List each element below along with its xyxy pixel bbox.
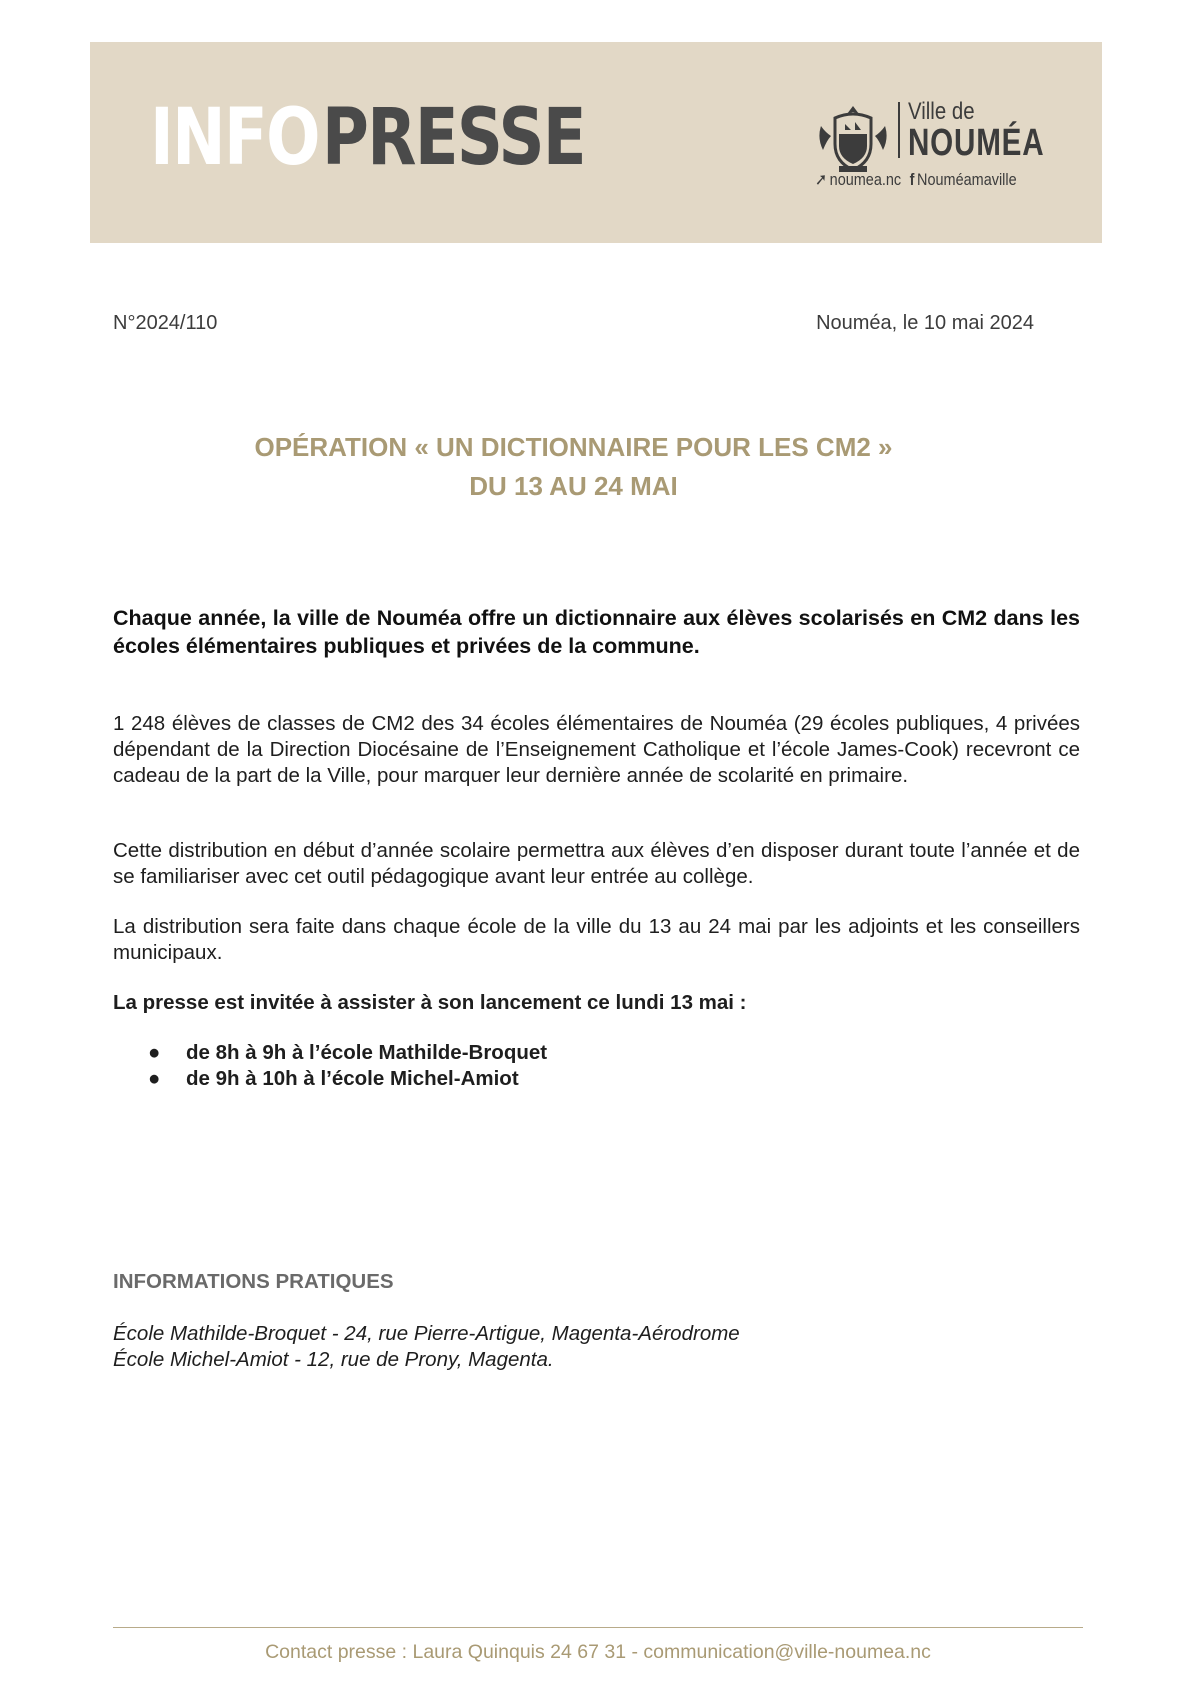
address-line: École Michel-Amiot - 12, rue de Prony, Magenta. — [113, 1348, 554, 1371]
list-item — [148, 1066, 547, 1092]
website-link[interactable]: noumea.nc — [829, 170, 902, 189]
header-banner — [90, 42, 1102, 243]
footer-divider — [113, 1627, 1083, 1628]
address-list — [113, 1321, 740, 1373]
address-line: École Mathilde-Broquet - 24, rue Pierre-Artigue, Magenta-Aérodrome — [113, 1322, 740, 1345]
page-title — [113, 428, 1034, 506]
body-paragraph: Cette distribution en début d’année scolaire permettra aux élèves d’en disposer durant toute l’année et de se familiariser avec cet outil pédagogique avant leur entrée au collège. — [113, 839, 1080, 888]
arrow-icon: ➚ — [815, 170, 828, 189]
ville-de-noumea-logo — [815, 100, 1055, 190]
logo-ville-de: Ville de — [908, 98, 975, 125]
brand-presse: PRESSE — [321, 93, 585, 183]
schedule-item-text: de 9h à 10h à l’école Michel-Amiot — [186, 1067, 519, 1090]
logo-divider — [898, 102, 900, 158]
city-crest-icon — [815, 100, 891, 176]
bullet-icon: ● — [148, 1067, 161, 1090]
body-paragraph: La distribution sera faite dans chaque école de la ville du 13 au 24 mai par les adjoints et les conseillers municipaux. — [113, 915, 1080, 964]
press-release-number: N°2024/110 — [113, 312, 218, 334]
press-contact: Contact presse : Laura Quinquis 24 67 31 - communication@ville-noumea.nc — [265, 1641, 931, 1663]
title-line-1: OPÉRATION « UN DICTIONNAIRE POUR LES CM2 » — [254, 432, 893, 462]
press-invitation: La presse est invitée à assister à son lancement ce lundi 13 mai : — [113, 991, 747, 1014]
title-line-2: DU 13 AU 24 MAI — [469, 471, 678, 501]
brand-info: INFO — [150, 93, 319, 183]
facebook-link[interactable]: Nouméamaville — [917, 170, 1017, 189]
schedule-item-text: de 8h à 9h à l’école Mathilde-Broquet — [186, 1041, 548, 1064]
intro-paragraph: Chaque année, la ville de Nouméa offre un dictionnaire aux élèves scolarisés en CM2 dans les écoles élémentaires publiques et privées de la commune. — [113, 606, 1080, 658]
schedule-list — [148, 1040, 547, 1092]
facebook-icon: f — [909, 170, 915, 189]
practical-info-heading: INFORMATIONS PRATIQUES — [113, 1270, 394, 1293]
body-paragraph: 1 248 élèves de classes de CM2 des 34 écoles élémentaires de Nouméa (29 écoles publiques, 4 privées dépendant de la Direction Diocésaine de l’Enseignement Catholique et l’école James-Cook) recevront ce cadeau de la part de la Ville, pour marquer leur dernière année de scolarité en primaire. — [113, 712, 1080, 787]
bullet-icon: ● — [148, 1041, 161, 1064]
infopresse-wordmark — [150, 93, 643, 183]
logo-links — [815, 170, 1017, 190]
press-release-date: Nouméa, le 10 mai 2024 — [816, 312, 1034, 334]
logo-noumea: NOUMÉA — [908, 122, 1045, 164]
list-item — [148, 1040, 547, 1066]
